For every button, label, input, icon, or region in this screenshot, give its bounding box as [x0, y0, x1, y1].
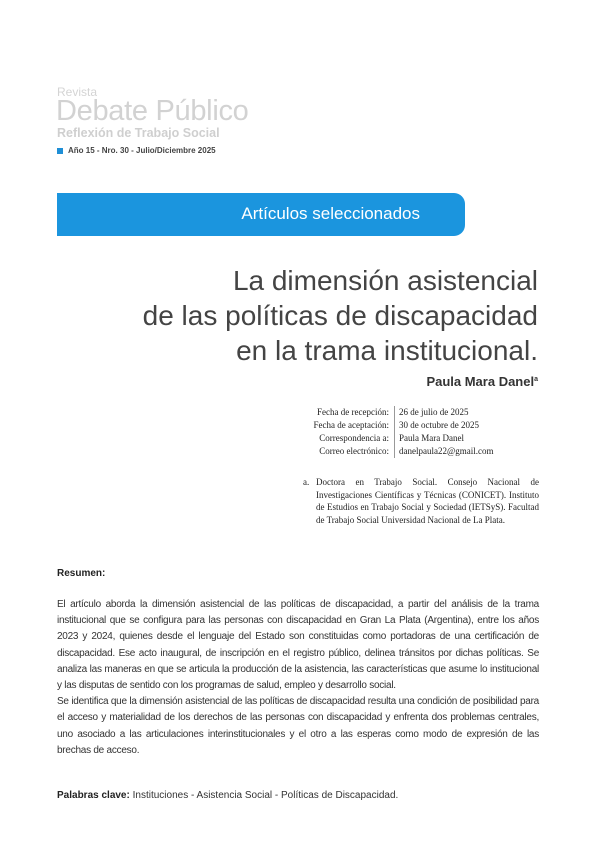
footnote-text: Doctora en Trabajo Social. Consejo Nacional de Investigaciones Científicas y Técnicas (CONICET). Instituto de Estudios en Trabajo Social y Sociedad (IETSyS). Facultad de Trabajo Social Universidad Nacional de La Plata.	[316, 477, 539, 525]
abstract-body	[57, 597, 539, 759]
keywords	[57, 789, 398, 803]
title-line: en la trama institucional.	[236, 335, 538, 366]
meta-value: Paula Mara Danel	[399, 433, 464, 443]
meta-value-email: danelpaula22@gmail.com	[399, 446, 494, 456]
author	[426, 374, 538, 390]
title-line: La dimensión asistencial	[232, 265, 538, 296]
issue-text: Año 15 - Nro. 30 - Julio/Diciembre 2025	[68, 146, 216, 155]
metadata-values	[399, 406, 494, 458]
metadata-labels	[250, 406, 394, 458]
abstract-paragraph: Se identifica que la dimensión asistencial de las políticas de discapacidad resulta una condición de posibilidad para el acceso y materialidad de los derechos de las personas con discapacidad y enfrenta dos problemas centrales, uno asociado a las articulaciones interinstitucionales y el otro a las esperas como modo de expresión de las brechas de acceso.	[57, 696, 539, 756]
abstract-heading: Resumen:	[57, 568, 106, 579]
meta-label: Correo electrónico:	[319, 446, 389, 456]
keywords-label: Palabras clave:	[57, 790, 130, 801]
meta-label: Correspondencia a:	[319, 433, 389, 443]
meta-value: 30 de octubre de 2025	[399, 420, 479, 430]
author-footnote	[303, 476, 539, 526]
meta-value: 26 de julio de 2025	[399, 407, 469, 417]
abstract-paragraph: El artículo aborda la dimensión asistencial de las políticas de discapacidad, a partir del análisis de la trama institucional que se configura para las personas con discapacidad en Gran La Plata (Argentina), entre los años 2023 y 2024, quienes desde el lenguaje del Estado son constituidas como portadoras de una certificación de discapacidad. Ese acto inaugural, de inscripción en el registro público, delinea tránsitos por dichas políticas. Se analiza las maneras en que se articula la producción de la asistencia, las características que asume lo institucional y las disputas de sentido con los programas de salud, empleo y desarrollo social.	[57, 599, 539, 692]
article-metadata	[250, 406, 494, 458]
square-bullet-icon	[57, 148, 63, 154]
section-banner	[57, 193, 465, 236]
section-label: Artículos seleccionados	[241, 204, 420, 223]
title-line: de las políticas de discapacidad	[142, 300, 538, 331]
article-title	[58, 263, 538, 368]
issue-info	[57, 146, 216, 156]
journal-title: Debate Público	[56, 95, 249, 127]
author-footnote-marker: a	[534, 376, 538, 383]
author-name: Paula Mara Danel	[426, 374, 535, 389]
journal-subtitle: Reflexión de Trabajo Social	[57, 126, 220, 140]
journal-kicker: Revista	[57, 85, 98, 99]
metadata-divider	[394, 406, 395, 458]
footnote-marker: a.	[303, 477, 310, 487]
meta-label: Fecha de aceptación:	[313, 420, 389, 430]
keywords-text: Instituciones - Asistencia Social - Políticas de Discapacidad.	[132, 790, 399, 801]
meta-label: Fecha de recepción:	[317, 407, 389, 417]
